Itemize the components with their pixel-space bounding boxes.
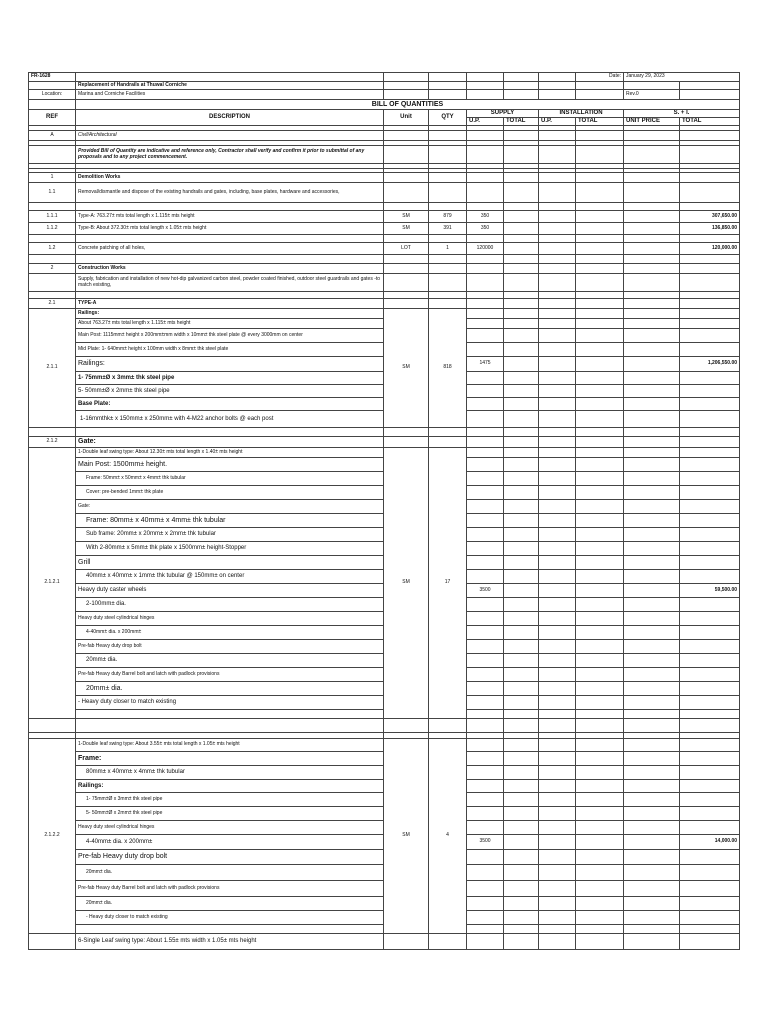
gate-a2-qty: 4: [429, 739, 467, 934]
doc-number: FR-1628: [29, 73, 76, 82]
spacer-row: [29, 292, 740, 299]
ref-cell: 1.1.1: [29, 211, 76, 223]
description-line: Pre-fab Heavy duty Barrel bolt and latch with padlock provisions: [76, 881, 384, 897]
total-cell: 136,850.00: [680, 223, 740, 235]
description-line: 1-16mmthk± x 150mm± x 250mm± with 4-M22 anchor bolts @ each post: [76, 411, 384, 428]
description-cell: TYPE-A: [76, 299, 384, 309]
description-cell: Removal/dismantle and dispose of the existing handrails and gates, including, base plates, hardware and accessories,: [76, 183, 384, 203]
gate-a1-qty: 17: [429, 448, 467, 719]
type-a-total: 1,206,550.00: [680, 357, 740, 372]
gate-a2-ref: 2.1.2.2: [29, 739, 76, 934]
description-line: 20mm± dia.: [76, 654, 384, 668]
description-line: Mid Plate: 1- 640mm± height x 100mm width x 8mm± thk steel plate: [76, 343, 384, 357]
description-line: 20mm± dia.: [76, 897, 384, 911]
ref-cell: 2: [29, 264, 76, 274]
col-installation: INSTALLATION: [539, 110, 624, 118]
spacer-row: [29, 719, 740, 733]
ref-cell: 2.1.2: [29, 437, 76, 448]
table-row: [29, 131, 740, 141]
description-line: Main Post: 1115mm± height x 200mm±mm width x 10mm± thk steel plate @ every 3000mm on center: [76, 329, 384, 343]
col-supply: SUPPLY: [467, 110, 539, 118]
date-label: Date:: [576, 73, 624, 82]
description-line: Frame:: [76, 752, 384, 766]
description-line: Heavy duty steel cylindrical hinges: [76, 612, 384, 626]
qty-cell: 391: [429, 223, 467, 235]
description-line: 2-100mm± dia.: [76, 598, 384, 612]
description-line: Main Post: 1500mm± height.: [76, 458, 384, 472]
description-line: Pre-fab Heavy duty drop bolt: [76, 850, 384, 865]
supply-up-cell: 120000: [467, 243, 504, 255]
table-row: [29, 739, 740, 752]
table-row: [29, 437, 740, 448]
col-supply-install: S. + I.: [624, 110, 740, 118]
description-line: 1-Double leaf swing type: About 3.55± mts total length x 1.05± mts height: [76, 739, 384, 752]
spacer-row: [29, 428, 740, 437]
boq-table: [28, 72, 740, 950]
table-row: [29, 264, 740, 274]
description-line: Frame: 80mm± x 40mm± x 4mm± thk tubular: [76, 514, 384, 528]
col-install-up: U.P.: [539, 118, 576, 126]
description-cell: Gate:: [76, 437, 384, 448]
col-unit-price: UNIT PRICE: [624, 118, 680, 126]
table-row: [29, 223, 740, 235]
table-row: [29, 146, 740, 164]
description-line: 80mm± x 40mm± x 4mm± thk tubular: [76, 766, 384, 780]
qty-cell: 1: [429, 243, 467, 255]
col-supply-total: TOTAL: [504, 118, 539, 126]
type-a-supply-up: 1475: [467, 357, 504, 372]
spacer-row: [29, 235, 740, 243]
boq-sheet: [28, 72, 739, 950]
ref-cell: 2.1: [29, 299, 76, 309]
description-line: Railings:: [76, 309, 384, 319]
type-a-unit: SM: [384, 309, 429, 428]
description-cell: Construction Works: [76, 264, 384, 274]
description-line: Grill: [76, 556, 384, 570]
description-line: 20mm± dia.: [76, 865, 384, 881]
ref-cell: 1.2: [29, 243, 76, 255]
date-value: January 29, 2023: [624, 73, 740, 82]
description-line: - Heavy duty closer to match existing: [76, 911, 384, 925]
description-line: 4-40mm± dia. x 200mm±: [76, 626, 384, 640]
total-cell: 120,000.00: [680, 243, 740, 255]
table-row: [29, 173, 740, 183]
unit-cell: SM: [384, 211, 429, 223]
description-line: Sub frame: 20mm± x 20mm± x 2mm± thk tubular: [76, 528, 384, 542]
spacer-row: [29, 255, 740, 264]
qty-cell: 879: [429, 211, 467, 223]
supply-up-cell: 350: [467, 223, 504, 235]
table-row: [29, 243, 740, 255]
description-line: Heavy duty caster wheels: [76, 584, 384, 598]
gate-a2-supply-up: 3500: [467, 835, 504, 850]
table-row: [29, 183, 740, 203]
description-line: 1- 75mm±Ø x 3mm± thk steel pipe: [76, 793, 384, 807]
project-name: Replacement of Handrails at Thuwal Corniche: [76, 82, 384, 90]
col-unit: Unit: [384, 110, 429, 126]
table-row: [29, 299, 740, 309]
description-line: Heavy duty steel cylindrical hinges: [76, 821, 384, 835]
ref-cell: 1.1: [29, 183, 76, 203]
col-supply-up: U.P.: [467, 118, 504, 126]
description-line: 40mm± x 40mm± x 1mm± thk tubular @ 150mm± on center: [76, 570, 384, 584]
col-description: DESCRIPTION: [76, 110, 384, 126]
total-cell: 307,650.00: [680, 211, 740, 223]
unit-cell: LOT: [384, 243, 429, 255]
table-row: [29, 211, 740, 223]
description-line: About 763.27± mts total length x 1.115± mts height: [76, 319, 384, 329]
gate-a1-unit: SM: [384, 448, 429, 719]
description-cell: Concrete patching of all holes,: [76, 243, 384, 255]
table-row: [29, 274, 740, 292]
description-cell: Type-B: About 372.30± mts total length x 1.05± mts height: [76, 223, 384, 235]
description-line: 5- 50mm±Ø x 2mm± thk steel pipe: [76, 385, 384, 398]
description-line: Pre-fab Heavy duty Barrel bolt and latch with padlock provisions: [76, 668, 384, 682]
table-row: [29, 309, 740, 319]
location-value: Marina and Corniche Facilities: [76, 90, 384, 100]
type-a-ref: 2.1.1: [29, 309, 76, 428]
col-total: TOTAL: [680, 118, 740, 126]
description-line: Base Plate:: [76, 398, 384, 411]
col-install-total: TOTAL: [576, 118, 624, 126]
gate-a2-total: 14,000.00: [680, 835, 740, 850]
description-line: Frame: 50mm± x 50mm± x 4mm± thk tubular: [76, 472, 384, 486]
description-cell: 6-Single Leaf swing type: About 1.55± mts width x 1.05± mts height: [76, 934, 384, 950]
description-cell: Supply, fabrication and installation of new hot-dip galvanized carbon steel, powder coated finished, outdoor steel guardrails and gates -to match existing,: [76, 274, 384, 292]
description-line: - Heavy duty closer to match existing: [76, 696, 384, 710]
gate-a1-total: 59,500.00: [680, 584, 740, 598]
col-qty: QTY: [429, 110, 467, 126]
description-line: Railings:: [76, 357, 384, 372]
description-line: Gate:: [76, 500, 384, 514]
description-cell: Civil/Architectural: [76, 131, 384, 141]
table-row: [29, 934, 740, 950]
ref-cell: A: [29, 131, 76, 141]
spacer-row: [29, 203, 740, 211]
description-line: Railings:: [76, 780, 384, 793]
document-title: BILL OF QUANTITIES: [76, 100, 740, 110]
col-ref: REF: [29, 110, 76, 126]
ref-cell: 1.1.2: [29, 223, 76, 235]
description-line: Pre-fab Heavy duty drop bolt: [76, 640, 384, 654]
revision-label: Rev.0: [624, 90, 680, 100]
table-row: [29, 448, 740, 458]
gate-a2-unit: SM: [384, 739, 429, 934]
description-cell: Type-A: 763.27± mts total length x 1.115± mts height: [76, 211, 384, 223]
supply-up-cell: 350: [467, 211, 504, 223]
description-line: 1-Double leaf swing type: About 12.30± mts total length x 1.40± mts height: [76, 448, 384, 458]
description-cell: Demolition Works: [76, 173, 384, 183]
note-cell: Provided Bill of Quantity are indicative and reference only, Contractor shall verify and confirm it prior to submittal of any proposals and to any project commencement.: [76, 146, 384, 164]
description-line: 20mm± dia.: [76, 682, 384, 696]
gate-a1-ref: 2.1.2.1: [29, 448, 76, 719]
description-line: 1- 75mm±Ø x 3mm± thk steel pipe: [76, 372, 384, 385]
description-line: 5- 50mm±Ø x 2mm± thk steel pipe: [76, 807, 384, 821]
location-label: Location:: [29, 90, 76, 100]
type-a-qty: 818: [429, 309, 467, 428]
unit-cell: SM: [384, 223, 429, 235]
description-line: Cover: pre-bended 1mm± thk plate: [76, 486, 384, 500]
gate-a1-supply-up: 3500: [467, 584, 504, 598]
ref-cell: 1: [29, 173, 76, 183]
description-line: 4-40mm± dia. x 200mm±: [76, 835, 384, 850]
description-line: With 2-80mm± x 5mm± thk plate x 1500mm± height-Stopper: [76, 542, 384, 556]
